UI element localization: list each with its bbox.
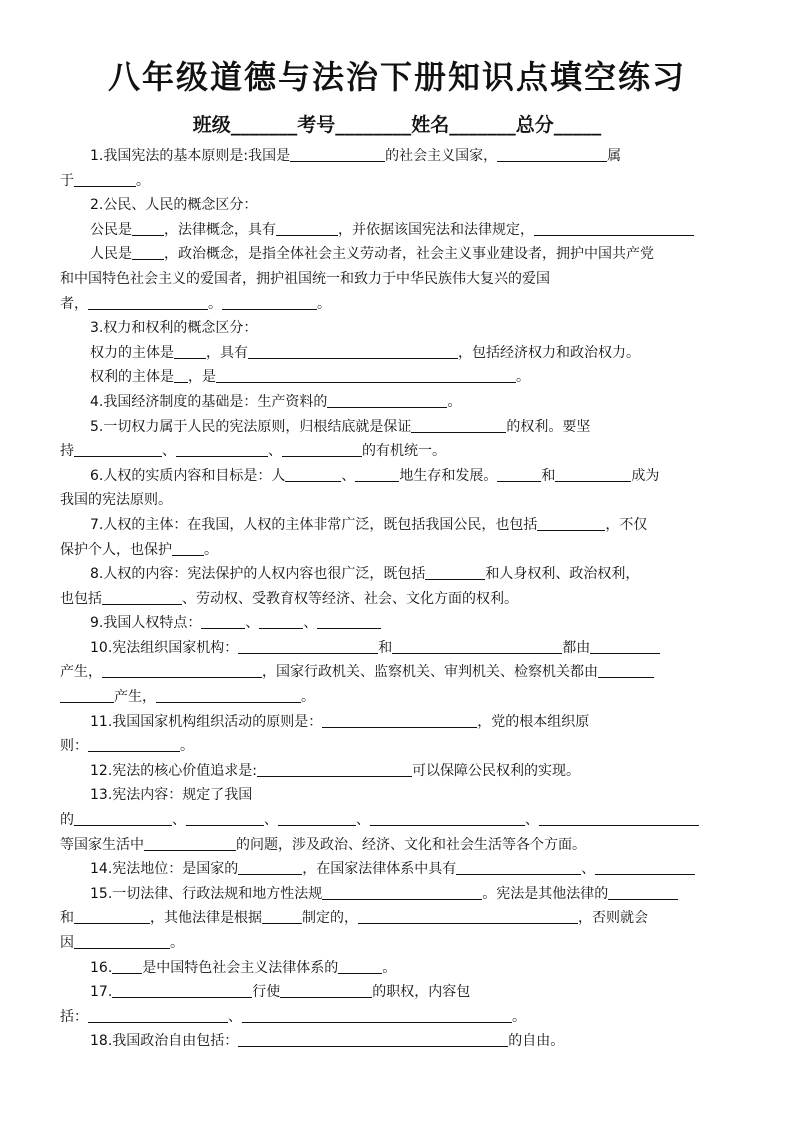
question-text: 、 — [303, 615, 318, 632]
question-text: 的社会主义国家， — [385, 148, 498, 164]
question-text: 和 — [378, 639, 393, 656]
question-line — [60, 439, 736, 464]
answer-blank[interactable] — [370, 810, 525, 826]
question-text: 。 — [382, 959, 397, 976]
question-line — [60, 980, 736, 1005]
answer-blank[interactable] — [132, 220, 164, 236]
answer-blank[interactable] — [88, 736, 180, 752]
question-text: 属 — [607, 148, 622, 164]
question-text: ，国家行政机关、监察机关、审判机关、检察机关都由 — [262, 664, 598, 681]
question-line — [60, 341, 736, 366]
question-text: 。 — [136, 172, 150, 189]
question-text: 、 — [245, 615, 260, 632]
question-text: 持 — [60, 443, 74, 460]
question-line — [60, 415, 736, 440]
question-text: 。 — [204, 541, 218, 558]
question-text: 13.宪法内容：规定了我国 — [90, 787, 253, 804]
answer-blank[interactable] — [497, 466, 541, 482]
answer-blank[interactable] — [317, 613, 381, 629]
question-line — [60, 464, 736, 489]
question-line — [60, 365, 736, 390]
question-text: 制定的， — [302, 910, 358, 927]
question-text: ，党的根本组织原 — [477, 713, 590, 730]
question-line — [60, 587, 736, 612]
question-text: 、劳动权、受教育权等经济、社会、文化方面的权利。 — [182, 590, 518, 607]
question-text: 和中国特色社会主义的爱国者，拥护祖国统一和致力于中华民族伟大复兴的爱国 — [60, 270, 550, 287]
answer-blank[interactable] — [176, 441, 268, 457]
answer-blank[interactable] — [74, 171, 136, 187]
question-text: ，政治概念，是指全体社会主义劳动者，社会主义事业建设者，拥护中国共产党 — [164, 246, 654, 263]
question-text: 则： — [60, 738, 88, 755]
question-text: 。 — [512, 1008, 526, 1025]
answer-blank[interactable] — [290, 146, 385, 162]
question-line — [60, 808, 736, 833]
question-text: 。 — [170, 935, 184, 951]
answer-blank[interactable] — [238, 638, 378, 654]
answer-blank[interactable] — [102, 589, 182, 605]
answer-blank[interactable] — [322, 712, 477, 728]
question-text: 。宪法是其他法律的 — [482, 885, 609, 902]
question-text: 的 — [60, 812, 74, 829]
question-line — [60, 710, 736, 735]
question-text: 、 — [525, 812, 539, 829]
answer-blank[interactable] — [242, 1007, 512, 1023]
question-text: 1.我国宪法的基本原则是:我国是 — [90, 148, 291, 164]
question-text: 和 — [541, 467, 556, 484]
question-line — [60, 931, 736, 956]
question-text: 地生存和发展。 — [399, 467, 498, 484]
question-text: 于 — [60, 172, 74, 189]
question-line — [60, 1005, 736, 1030]
question-text: ，否则就会 — [578, 910, 648, 927]
question-line — [60, 882, 736, 907]
question-text: 保护个人，也保护 — [60, 541, 172, 558]
answer-blank[interactable] — [248, 343, 458, 359]
question-text: ，包括经济权力和政治权力。 — [458, 344, 640, 361]
answer-blank[interactable] — [497, 146, 607, 162]
question-text: 、 — [341, 467, 356, 484]
question-text: 产生， — [114, 689, 156, 706]
question-text: 因 — [60, 935, 74, 951]
question-text: 、 — [228, 1008, 242, 1025]
question-line — [60, 292, 736, 317]
question-text: 我国的宪法原则。 — [60, 492, 172, 509]
question-text: 也包括 — [60, 590, 102, 607]
question-line — [60, 660, 736, 685]
question-text: 等国家生活中 — [60, 836, 144, 853]
question-line — [60, 833, 736, 858]
question-text: 、 — [581, 861, 596, 878]
question-text: 15.一切法律、行政法规和地方性法规 — [90, 885, 323, 902]
question-text: 11.我国国家机构组织活动的原则是： — [90, 713, 323, 730]
question-text: 权利的主体是 — [90, 369, 174, 386]
question-line — [60, 218, 736, 243]
question-text: 可以保障公民权利的实现。 — [411, 762, 580, 779]
answer-blank[interactable] — [132, 244, 164, 260]
question-text: 。 — [317, 295, 331, 312]
question-text: 、 — [264, 812, 278, 829]
question-text: 权力的主体是 — [90, 344, 174, 361]
question-text: 17. — [90, 984, 113, 1001]
answer-blank[interactable] — [595, 859, 695, 875]
answer-blank[interactable] — [590, 638, 660, 654]
question-text: ，具有 — [206, 344, 248, 361]
answer-blank[interactable] — [222, 294, 317, 310]
answer-blank[interactable] — [534, 220, 694, 236]
question-line — [60, 685, 736, 710]
question-text: ，其他法律是根据 — [150, 910, 262, 927]
question-text: 4.我国经济制度的基础是：生产资料的 — [90, 393, 328, 410]
answer-blank[interactable] — [280, 982, 372, 998]
answer-blank[interactable] — [598, 662, 654, 678]
question-text: 者， — [60, 295, 88, 312]
question-line — [60, 956, 736, 981]
answer-blank[interactable] — [112, 958, 142, 974]
question-text: 12.宪法的核心价值追求是: — [90, 762, 257, 779]
question-text: 产生， — [60, 664, 102, 681]
question-text: 。 — [208, 295, 222, 312]
question-text: 、 — [268, 443, 282, 460]
answer-blank[interactable] — [539, 810, 699, 826]
question-text: ，在国家法律体系中具有 — [302, 861, 457, 878]
page-title: 八年级道德与法治下册知识点填空练习 — [107, 58, 686, 96]
question-line — [60, 562, 736, 587]
answer-blank[interactable] — [74, 810, 172, 826]
question-line — [60, 1029, 736, 1054]
question-line — [60, 783, 736, 808]
answer-blank[interactable] — [201, 613, 245, 629]
answer-blank[interactable] — [425, 564, 485, 580]
answer-blank[interactable] — [392, 638, 562, 654]
question-line — [60, 390, 736, 415]
answer-blank[interactable] — [338, 958, 382, 974]
answer-blank[interactable] — [282, 441, 362, 457]
answer-blank[interactable] — [88, 1007, 228, 1023]
answer-blank[interactable] — [144, 835, 236, 851]
question-text: 和人身权利、政治权利， — [485, 566, 640, 583]
question-text: 3.权力和权利的概念区分： — [90, 320, 258, 337]
answer-blank[interactable] — [88, 294, 208, 310]
answer-blank[interactable] — [174, 367, 188, 383]
answer-blank[interactable] — [74, 933, 170, 949]
question-text: 的职权，内容包 — [372, 984, 471, 1001]
answer-blank[interactable] — [74, 908, 150, 924]
answer-blank[interactable] — [456, 859, 581, 875]
student-info-line: 班级_______考号________姓名_______总分_____ — [192, 114, 602, 136]
question-text: 成为 — [631, 467, 660, 484]
question-text: 2.公民、人民的概念区分： — [90, 197, 258, 214]
answer-blank[interactable] — [276, 220, 338, 236]
question-text: 16. — [90, 959, 113, 976]
question-line — [60, 169, 736, 194]
question-text: 。 — [447, 393, 462, 410]
answer-blank[interactable] — [186, 810, 264, 826]
question-line — [60, 242, 736, 267]
answer-blank[interactable] — [257, 761, 412, 777]
answer-blank[interactable] — [555, 466, 631, 482]
answer-blank[interactable] — [259, 613, 303, 629]
question-text: 、 — [162, 443, 176, 460]
answer-blank[interactable] — [102, 662, 262, 678]
question-line — [60, 538, 736, 563]
answer-blank[interactable] — [74, 441, 162, 457]
question-text: 5.一切权力属于人民的宪法原则，归根结底就是保证 — [90, 418, 412, 435]
question-text: 。 — [301, 689, 315, 706]
question-line — [60, 144, 736, 169]
answer-blank[interactable] — [358, 908, 578, 924]
question-text: 的权利。要坚 — [506, 418, 591, 435]
answer-blank[interactable] — [216, 367, 516, 383]
question-line — [60, 611, 736, 636]
answer-blank[interactable] — [262, 908, 302, 924]
answer-blank[interactable] — [238, 1031, 508, 1047]
question-text: 7.人权的主体：在我国，人权的主体非常广泛，既包括我国公民，也包括 — [90, 516, 538, 533]
question-line — [60, 513, 736, 538]
question-line — [60, 316, 736, 341]
question-text: 9.我国人权特点： — [90, 615, 202, 632]
answer-blank[interactable] — [238, 859, 302, 875]
question-text: 是中国特色社会主义法律体系的 — [142, 959, 339, 976]
question-text: 、 — [172, 812, 186, 829]
answer-blank[interactable] — [285, 466, 341, 482]
question-text: 公民是 — [90, 221, 132, 238]
question-text: ，不仅 — [605, 516, 648, 533]
answer-blank[interactable] — [327, 392, 447, 408]
question-line — [60, 193, 736, 218]
question-text: 和 — [60, 910, 74, 927]
question-text: 8.人权的内容：宪法保护的人权内容也很广泛，既包括 — [90, 566, 426, 583]
answer-blank[interactable] — [322, 884, 482, 900]
question-line — [60, 734, 736, 759]
question-text: 10.宪法组织国家机构： — [90, 639, 239, 656]
question-text: 的有机统一。 — [362, 443, 446, 460]
question-text: 18.我国政治自由包括： — [90, 1033, 239, 1050]
question-text: 人民是 — [90, 246, 132, 263]
question-text: 都由 — [562, 639, 591, 656]
answer-blank[interactable] — [156, 687, 301, 703]
answer-blank[interactable] — [172, 540, 204, 556]
answer-blank[interactable] — [112, 982, 252, 998]
question-text: ，是 — [188, 369, 216, 386]
question-text: 的自由。 — [508, 1033, 565, 1050]
answer-blank[interactable] — [278, 810, 356, 826]
question-text: 、 — [356, 812, 370, 829]
question-line — [60, 906, 736, 931]
worksheet-content — [60, 144, 736, 1054]
question-text: 6.人权的实质内容和目标是：人 — [90, 467, 286, 484]
answer-blank[interactable] — [608, 884, 678, 900]
question-text: 14.宪法地位：是国家的 — [90, 861, 239, 878]
question-text: 的问题，涉及政治、经济、文化和社会生活等各个方面。 — [236, 836, 586, 853]
question-line — [60, 636, 736, 661]
question-line — [60, 488, 736, 513]
question-line — [60, 759, 736, 784]
question-text: ，法律概念，具有 — [164, 221, 276, 238]
question-text: 括： — [60, 1008, 88, 1025]
question-line — [60, 857, 736, 882]
question-text: 。 — [180, 738, 194, 755]
question-text: 行使 — [252, 984, 281, 1001]
answer-blank[interactable] — [355, 466, 399, 482]
answer-blank[interactable] — [411, 417, 506, 433]
question-line — [60, 267, 736, 292]
answer-blank[interactable] — [537, 515, 605, 531]
question-text: ，并依据该国宪法和法律规定， — [338, 221, 534, 238]
answer-blank[interactable] — [60, 687, 114, 703]
question-text: 。 — [516, 369, 530, 386]
answer-blank[interactable] — [174, 343, 206, 359]
